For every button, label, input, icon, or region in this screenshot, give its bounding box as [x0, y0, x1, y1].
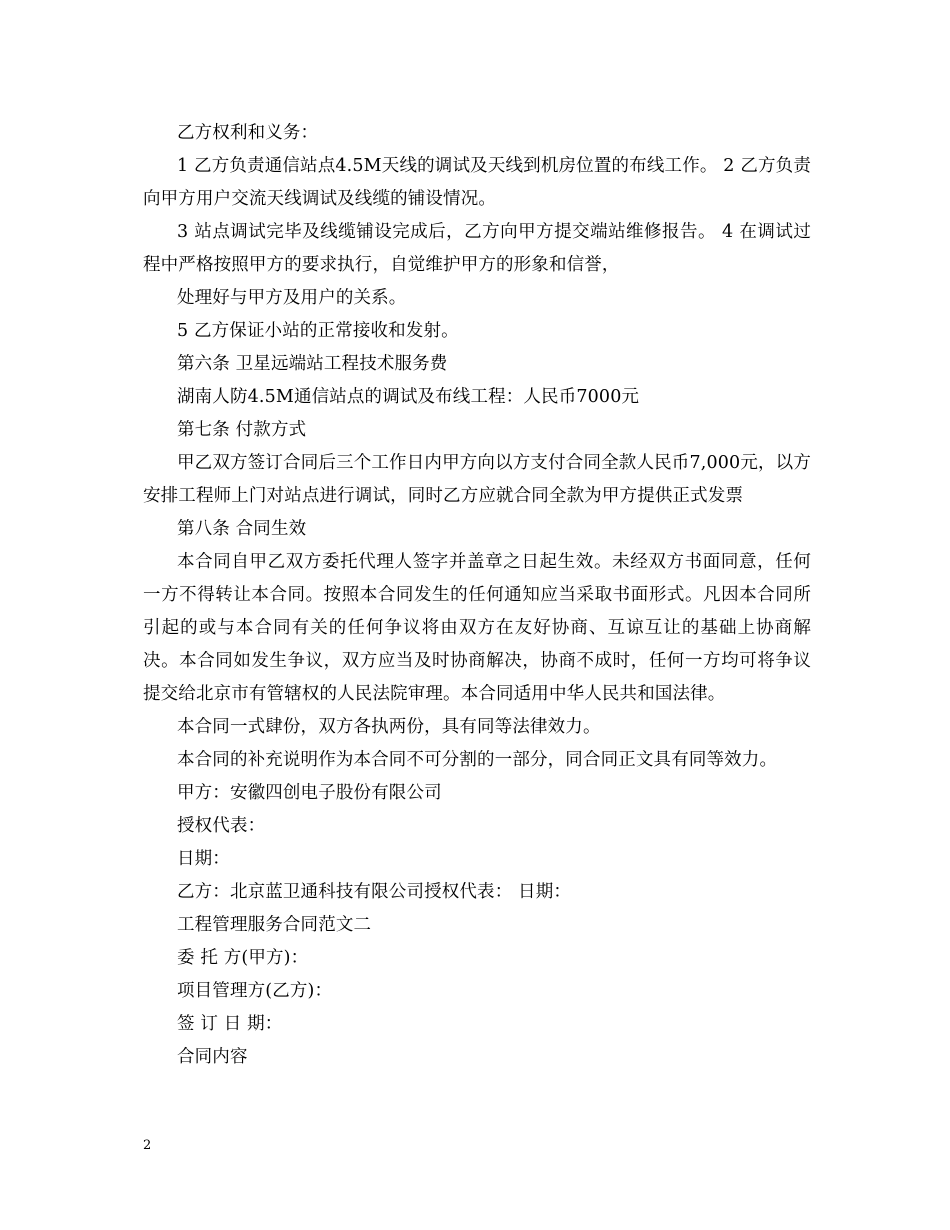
clause-item-1-2: 1 乙方负责通信站点4.5M天线的调试及天线到机房位置的布线工作。 2 乙方负责向甲方用户交流天线调试及线缆的铺设情况。 — [143, 156, 811, 209]
document-body — [143, 117, 811, 1074]
supplement-clause: 本合同的补充说明作为本合同不可分割的一部分，同合同正文具有同等效力。 — [177, 750, 778, 770]
clause-item-3-4: 3 站点调试完毕及线缆铺设完成后，乙方向甲方提交端站维修报告。 4 在调试过程中严格按照甲方的要求执行，自觉维护甲方的形象和信誉， — [143, 222, 811, 275]
client-party-line: 委 托 方(甲方)： — [177, 948, 309, 968]
signing-date-line: 签 订 日 期： — [177, 1014, 283, 1034]
section-heading-party-b-rights: 乙方权利和义务： — [177, 123, 319, 143]
party-a-representative: 授权代表： — [177, 816, 266, 836]
article-6-fee: 湖南人防4.5M通信站点的调试及布线工程：人民币7000元 — [177, 387, 640, 407]
party-b-signature-line: 乙方：北京蓝卫通科技有限公司授权代表： 日期： — [177, 882, 572, 902]
project-manager-party-line: 项目管理方(乙方)： — [177, 981, 333, 1001]
copies-clause: 本合同一式肆份，双方各执两份，具有同等法律效力。 — [177, 717, 601, 737]
article-8-effectiveness: 本合同自甲乙双方委托代理人签字并盖章之日起生效。未经双方书面同意，任何一方不得转让本合同。按照本合同发生的任何通知应当采取书面形式。凡因本合同所引起的或与本合同有关的任何争议将由双方在友好协商、互谅互让的基础上协商解决。本合同如发生争议，双方应当及时协商解决，协商不成时，任何一方均可将争议提交给北京市有管辖权的人民法院审理。本合同适用中华人民共和国法律。 — [143, 552, 811, 704]
second-template-title: 工程管理服务合同范文二 — [177, 915, 372, 935]
clause-item-4-continued: 处理好与甲方及用户的关系。 — [177, 288, 407, 308]
clause-item-5: 5 乙方保证小站的正常接收和发射。 — [177, 321, 459, 341]
article-7-payment-terms: 甲乙双方签订合同后三个工作日内甲方向以方支付合同全款人民币7,000元，以方安排工程师上门对站点进行调试，同时乙方应就合同全款为甲方提供正式发票 — [143, 453, 811, 506]
article-6-heading: 第六条 卫星远端站工程技术服务费 — [177, 354, 448, 374]
page-number: 2 — [143, 1138, 152, 1153]
contract-content-heading: 合同内容 — [177, 1047, 248, 1067]
article-8-heading: 第八条 合同生效 — [177, 519, 307, 539]
party-a-date: 日期： — [177, 849, 230, 869]
article-7-heading: 第七条 付款方式 — [177, 420, 307, 440]
party-a-name: 甲方：安徽四创电子股份有限公司 — [177, 783, 442, 803]
